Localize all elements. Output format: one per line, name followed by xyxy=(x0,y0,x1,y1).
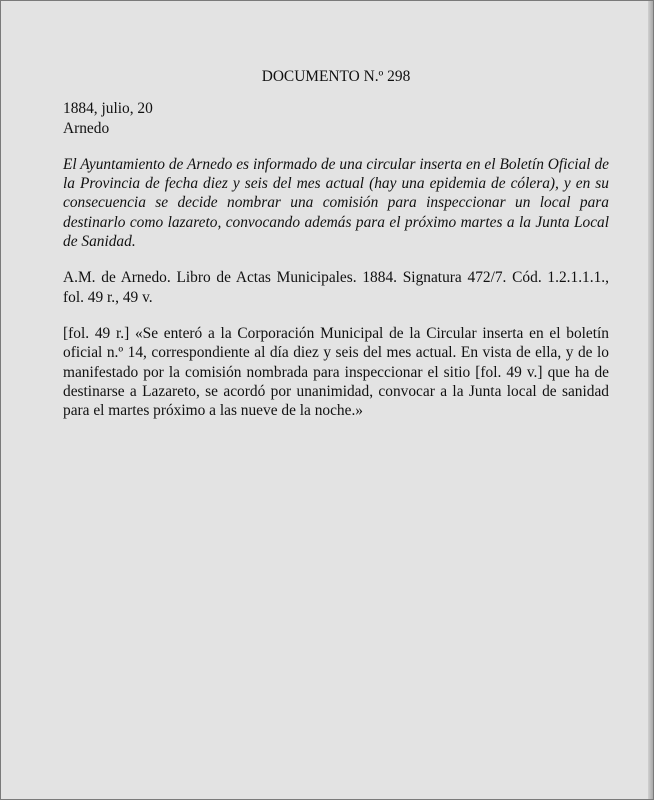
document-transcription: [fol. 49 r.] «Se enteró a la Corporación Municipal de la Circular inserta en el boletín oficial n.º 14, correspondiente al día diez y seis del mes actual. En vista de ella, y de lo manifestado por la comisión nombrada para inspeccionar el sitio [fol. 49 v.] que ha de destinarse a Lazareto, se acordó por unanimidad, convocar a la Junta local de sanidad para el martes próximo a las nueve de la noche.» xyxy=(63,324,609,420)
document-source-reference: A.M. de Arnedo. Libro de Actas Municipales. 1884. Signatura 472/7. Cód. 1.2.1.1.1., fol. 49 r., 49 v. xyxy=(63,269,609,306)
document-title: DOCUMENTO N.º 298 xyxy=(261,68,411,85)
document-summary: El Ayuntamiento de Arnedo es informado de una circular inserta en el Boletín Oficial de la Provincia de fecha diez y seis del mes actual (hay una epidemia de cólera), y en su consecuencia se decide nombrar una comisión para inspeccionar un local para destinarlo como lazareto, convocando además para el próximo martes a la Junta Local de Sanidad. xyxy=(63,155,609,251)
document-date: 1884, julio, 20 xyxy=(63,100,153,118)
document-place: Arnedo xyxy=(63,119,110,137)
document-content xyxy=(63,67,609,420)
